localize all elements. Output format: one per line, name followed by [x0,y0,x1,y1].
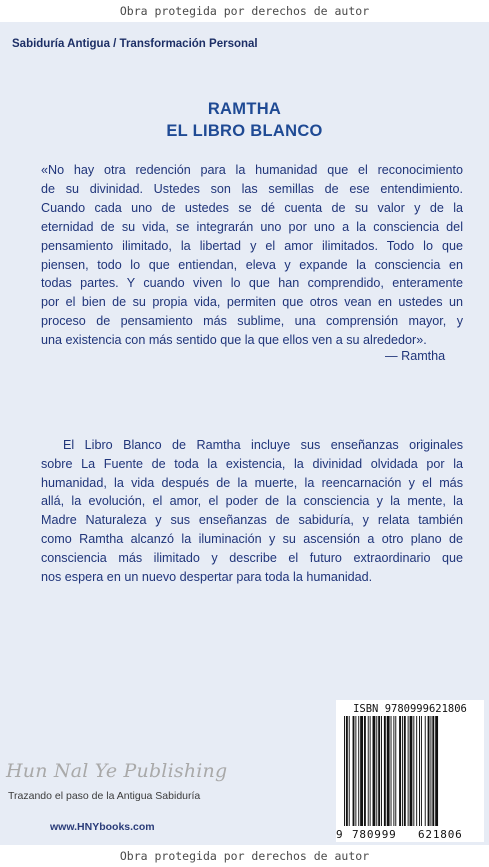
barcode-bar [430,716,431,826]
book-title-line2: EL LIBRO BLANCO [166,122,323,140]
barcode-bar [353,716,355,826]
barcode-bar [364,716,366,826]
barcode-digit-first: 9 [336,828,343,841]
barcode-bar [358,716,359,826]
barcode-bar [399,716,401,826]
quote-line: eternidad de su vida, se integrarán uno por uno a la consciencia del [41,219,463,234]
isbn-label: ISBN 9780999621806 [353,703,467,715]
publisher-website: www.HNYbooks.com [50,821,155,833]
description-line: allá, la evolución, el amor, el poder de la consciencia y la mente, la [41,494,463,509]
barcode-bar [428,716,430,826]
description-line: consciencia más ilimitado y describe el futuro extraordinario que [41,550,463,565]
publisher-tagline: Trazando el paso de la Antigua Sabiduría [8,790,201,802]
barcode-bar [395,716,396,826]
barcode-bar [425,716,426,826]
quote-line: por el bien de su propia vida, permiten que otros vean en ustedes un [41,295,463,310]
category-label: Sabiduría Antigua / Transformación Personal [12,38,258,50]
barcode-bar [410,716,413,826]
copyright-watermark-top: Obra protegida por derechos de autor [0,0,489,22]
barcode-bar [432,716,434,826]
barcode-bar [376,716,377,826]
barcode-bar [435,716,438,826]
barcode-bar [387,716,390,826]
description-line: El Libro Blanco de Ramtha incluye sus enseñanzas originales [63,438,463,452]
quote-line: pensamiento ilimitado, la libertad y el amor ilimitados. Todo lo que [41,238,463,253]
quote-line: Cuando cada uno de ustedes se dé cuenta de su valor y de la [41,200,463,215]
quote-line: todas partes. Y cuando viven lo que han comprendido, enteramente [41,276,463,291]
barcode-bar [421,716,422,826]
barcode-bar [368,716,369,826]
quote-line: proceso de pensamiento más sublime, una comprensión mayor, y [41,314,463,329]
description-paragraph [41,436,463,586]
barcode-bar [344,716,345,826]
barcode-bar [402,716,403,826]
book-title-line1: RAMTHA [207,100,282,118]
description-line: humanidad, la vida después de la muerte, la reencarnación y el más [41,475,463,490]
barcode-bar [404,716,406,826]
barcode-bar [413,716,414,826]
description-line: nos espera en un nuevo despertar para toda la humanidad. [41,569,373,584]
quote-line: una existencia con más sentido que la que ellos ven a su alrededor». [41,333,427,348]
description-line: Madre Naturaleza y sus enseñanzas de sabiduría, y relata también [41,513,463,528]
barcode-bar [391,716,392,826]
description-line: como Ramtha alcanzó la iluminación y su ascensión a otro plano de [41,531,463,546]
quote-line: «No hay otra redención para la humanidad que el reconocimiento [41,163,463,177]
barcode-bar [408,716,409,826]
barcode-bar [346,716,348,826]
barcode-bar [373,716,376,826]
publisher-logo: Hun Nal Ye Publishing [6,760,228,782]
barcode-bar [381,716,382,826]
barcode-bar [360,716,363,826]
description-line: sobre La Fuente de toda la existencia, la divinidad olvidada por la [41,456,463,471]
quote-paragraph [41,161,463,350]
barcode-bar [419,716,420,826]
isbn-barcode [336,700,484,842]
barcode-bar [393,716,394,826]
barcode-bar [378,716,380,826]
quote-attribution: — Ramtha [385,349,446,363]
barcode-bar [370,716,371,826]
copyright-watermark-bottom: Obra protegida por derechos de autor [0,845,489,867]
quote-line: de su divinidad. Ustedes son las semillas de ese entendimiento. [41,181,463,196]
barcode-bars [344,716,478,830]
barcode-bar [416,716,417,826]
barcode-digits-right: 621806 [418,828,463,841]
barcode-bar [355,716,356,826]
barcode-bar [384,716,386,826]
barcode-digits-left: 780999 [352,828,397,841]
quote-line: piensen, todo lo que entiendan, eleva y expande la consciencia en [41,257,463,272]
barcode-bar [349,716,350,826]
